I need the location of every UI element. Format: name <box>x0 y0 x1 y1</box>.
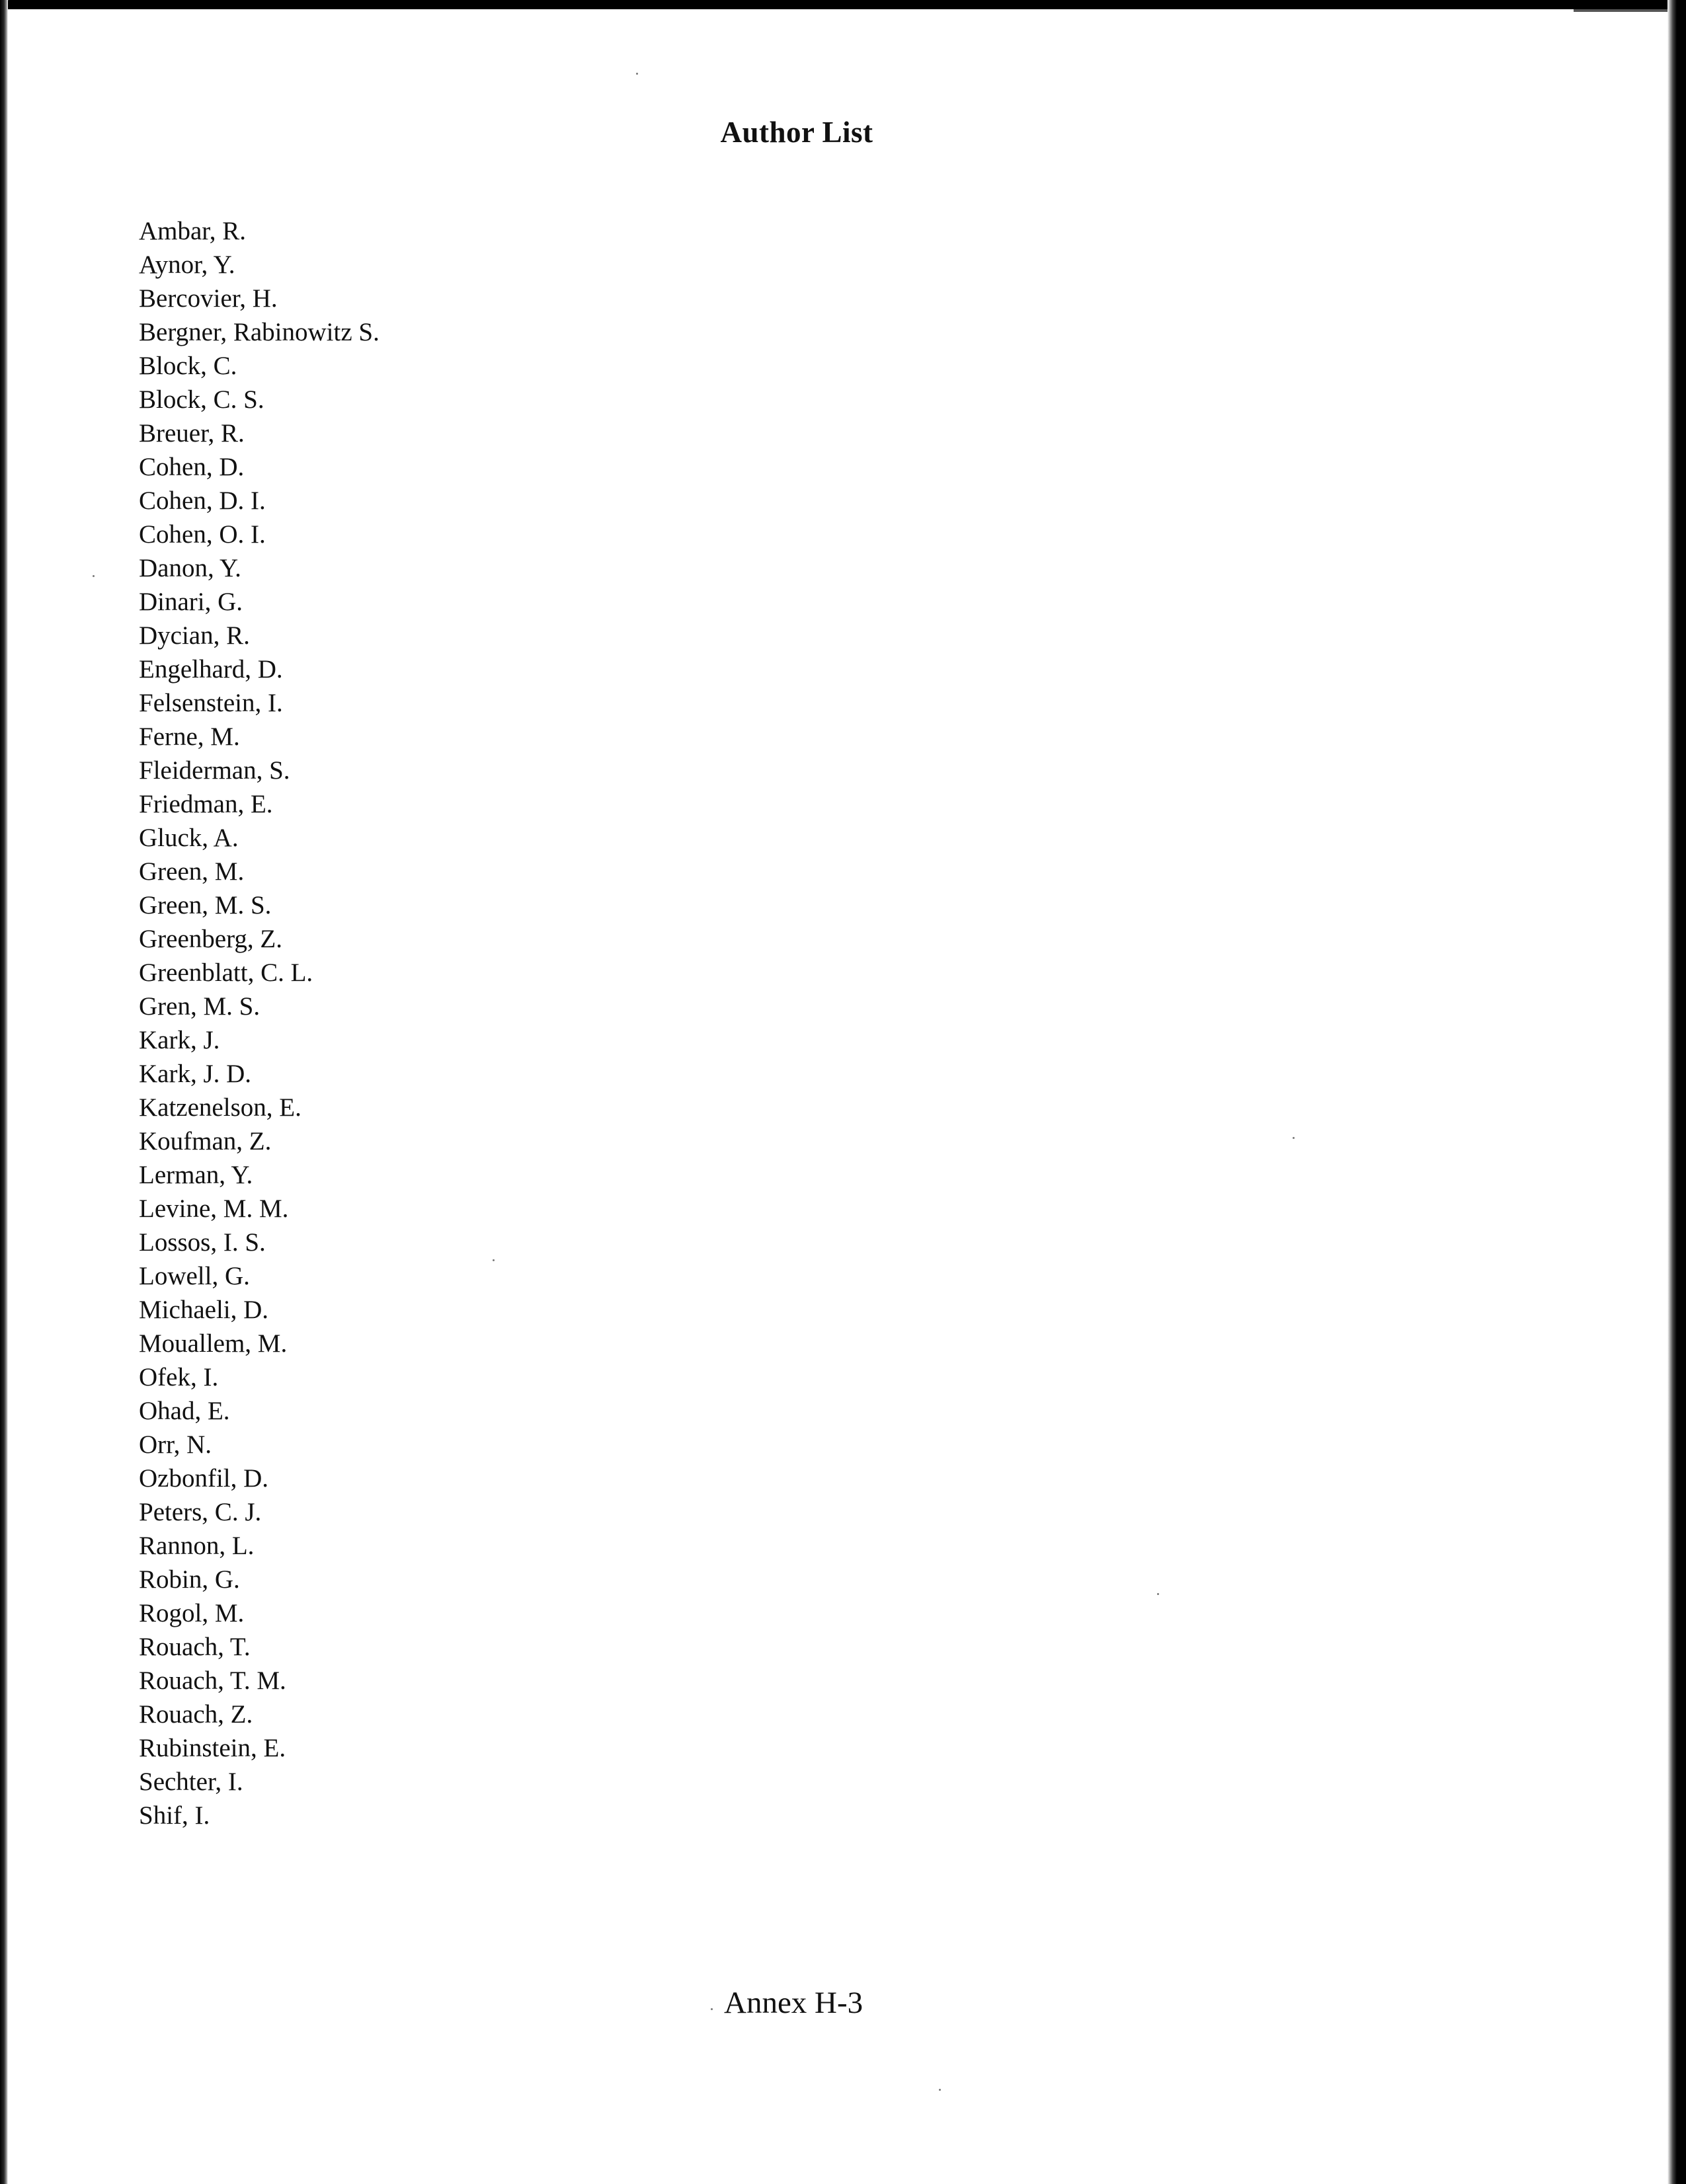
scan-speck <box>636 73 638 75</box>
scan-speck <box>1157 1593 1159 1595</box>
scan-edge-right <box>1667 0 1686 2184</box>
scan-speck <box>711 2008 713 2010</box>
author-list-item: Katzenelson, E. <box>139 1093 301 1122</box>
author-list-item: Rouach, Z. <box>139 1700 253 1729</box>
author-list-item: Greenberg, Z. <box>139 925 282 953</box>
author-list-item: Engelhard, D. <box>139 655 283 683</box>
author-list-item: Aynor, Y. <box>139 251 235 279</box>
author-list-item: Green, M. S. <box>139 891 272 919</box>
author-list-item: Rubinstein, E. <box>139 1734 286 1762</box>
author-list-item: Gluck, A. <box>139 824 239 852</box>
author-list <box>139 214 380 1832</box>
author-list-item: Felsenstein, I. <box>139 689 283 717</box>
author-list-item: Kark, J. <box>139 1026 220 1054</box>
author-list-item: Rouach, T. <box>139 1633 251 1661</box>
author-list-item: Lerman, Y. <box>139 1161 253 1189</box>
author-list-item: Cohen, D. <box>139 453 245 481</box>
scan-edge-top <box>0 0 1673 9</box>
scan-speck <box>93 575 95 577</box>
author-list-item: Danon, Y. <box>139 554 241 582</box>
author-list-item: Block, C. <box>139 352 237 380</box>
author-list-item: Ohad, E. <box>139 1397 230 1425</box>
author-list-item: Ambar, R. <box>139 217 246 245</box>
author-list-item: Greenblatt, C. L. <box>139 958 313 987</box>
author-list-item: Bercovier, H. <box>139 284 278 313</box>
author-list-item: Rouach, T. M. <box>139 1666 286 1695</box>
author-list-item: Rannon, L. <box>139 1532 255 1560</box>
scan-edge-top-thin <box>1574 9 1673 12</box>
page-footer: Annex H-3 <box>724 1986 863 2020</box>
author-list-item: Sechter, I. <box>139 1768 243 1796</box>
author-list-item: Dycian, R. <box>139 621 250 650</box>
author-list-item: Dinari, G. <box>139 588 243 616</box>
author-list-item: Gren, M. S. <box>139 992 261 1021</box>
author-list-item: Lossos, I. S. <box>139 1228 266 1257</box>
author-list-item: Friedman, E. <box>139 790 273 818</box>
scan-speck <box>1293 1137 1295 1139</box>
author-list-item: Michaeli, D. <box>139 1296 269 1324</box>
author-list-item: Mouallem, M. <box>139 1329 288 1358</box>
author-list-item: Block, C. S. <box>139 385 264 414</box>
scan-edge-left <box>0 0 8 2184</box>
author-list-item: Fleiderman, S. <box>139 756 290 785</box>
author-list-item: Green, M. <box>139 857 245 886</box>
author-list-item: Ofek, I. <box>139 1363 219 1391</box>
author-list-item: Rogol, M. <box>139 1599 245 1627</box>
author-list-item: Breuer, R. <box>139 419 245 448</box>
author-list-item: Ferne, M. <box>139 722 240 751</box>
author-list-item: Peters, C. J. <box>139 1498 262 1526</box>
author-list-item: Bergner, Rabinowitz S. <box>139 318 380 346</box>
scan-speck <box>939 2089 941 2091</box>
author-list-item: Kark, J. D. <box>139 1060 252 1088</box>
author-list-item: Koufman, Z. <box>139 1127 272 1155</box>
author-list-item: Levine, M. M. <box>139 1194 289 1223</box>
author-list-item: Cohen, O. I. <box>139 520 266 549</box>
scan-speck <box>493 1259 495 1261</box>
author-list-item: Orr, N. <box>139 1430 212 1459</box>
author-list-item: Robin, G. <box>139 1565 240 1594</box>
author-list-item: Shif, I. <box>139 1801 210 1830</box>
page-title: Author List <box>720 116 873 149</box>
author-list-item: Ozbonfil, D. <box>139 1464 269 1493</box>
author-list-item: Cohen, D. I. <box>139 487 266 515</box>
author-list-item: Lowell, G. <box>139 1262 250 1290</box>
